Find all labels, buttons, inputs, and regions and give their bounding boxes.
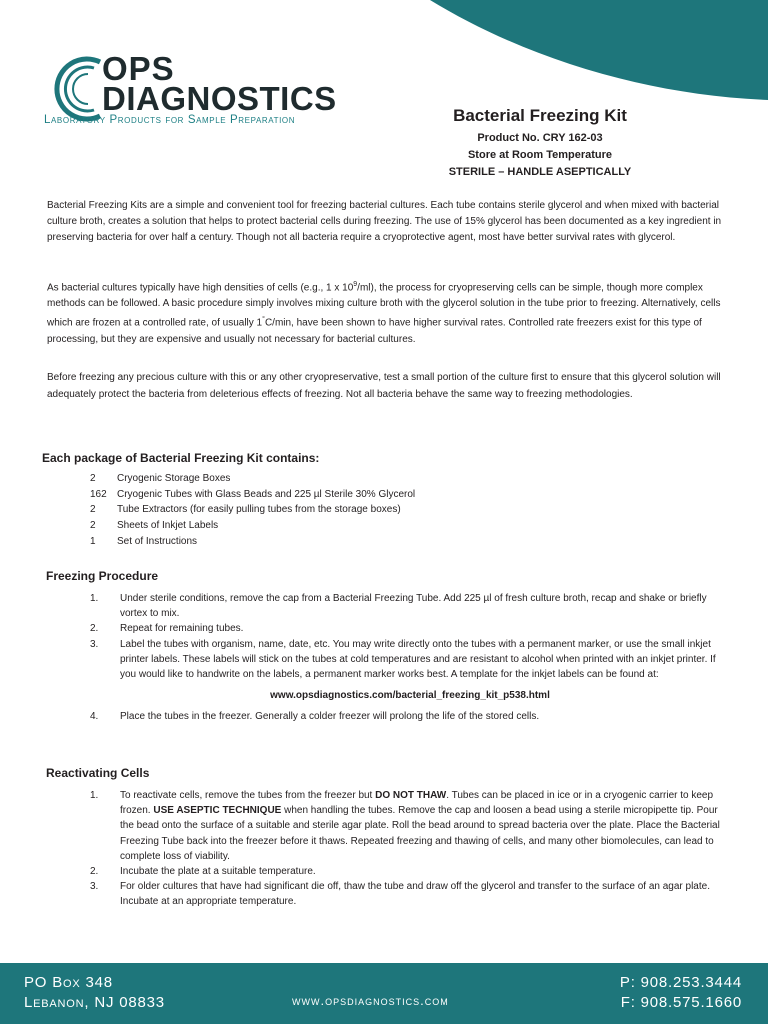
step1-text-c: when handling the tubes. Remove the cap and loosen a bead using a sterile micropipette tip. Pour the bead onto the surface of a suitable and sterile agar plate. Roll the bead around to spread bacteria over the plate. Place the Bacterial Freezing Tube back into the freezer before it thaws. Repeated freezing and thawing of cells, and many other biomolecules, can lead to complete loss of viability. — [120, 805, 720, 862]
item-desc: Cryogenic Tubes with Glass Beads and 225 µl Sterile 30% Glycerol — [117, 488, 416, 500]
p2-text-a: As bacterial cultures typically have high densities of cells (e.g., 1 x 10 — [47, 282, 354, 294]
p2-text-c: C/min, have been shown to have higher survival rates. Controlled rate freezers exist for this type of processing, but they are expensive and usually not necessary for bacterial cultures. — [47, 317, 702, 345]
intro-paragraph-2 — [47, 277, 725, 348]
list-item — [90, 471, 415, 487]
item-qty: 2 — [90, 520, 96, 532]
logo-tagline: Laboratory Products for Sample Preparation — [44, 114, 296, 126]
label-template-link[interactable]: www.opsdiagnostics.com/bacterial_freezing_kit_p538.html — [270, 690, 550, 702]
step-text — [120, 788, 730, 864]
address-line-2: Lebanon, NJ 08833 — [24, 994, 165, 1011]
reactivating-steps — [90, 788, 730, 910]
list-item — [90, 502, 415, 518]
kit-contents-heading: Each package of Bacterial Freezing Kit contains: — [42, 451, 320, 465]
list-item — [90, 621, 730, 636]
do-not-thaw-emphasis: DO NOT THAW — [375, 790, 447, 801]
sterile-note: STERILE – HANDLE ASEPTICALLY — [448, 166, 632, 178]
p2-superscript-degree: ° — [262, 316, 265, 324]
step-text: Place the tubes in the freezer. Generally a colder freezer will prolong the life of the stored cells. — [120, 711, 540, 723]
item-desc: Sheets of Inkjet Labels — [117, 520, 219, 532]
item-qty: 2 — [90, 473, 96, 484]
list-item — [90, 879, 730, 909]
step-number: 1. — [90, 790, 99, 801]
list-item — [90, 864, 730, 879]
list-item — [90, 518, 415, 534]
freezing-steps — [90, 591, 730, 725]
footer-website-link[interactable]: www.opsdiagnostics.com — [292, 993, 449, 1008]
item-desc: Tube Extractors (for easily pulling tubes from the storage boxes) — [117, 504, 401, 516]
list-item — [90, 591, 730, 621]
freezing-procedure-heading: Freezing Procedure — [46, 569, 159, 583]
logo-name-line2: DIAGNOSTICS — [102, 80, 337, 117]
intro-paragraph-1: Bacterial Freezing Kits are a simple and convenient tool for freezing bacterial cultures. Each tube contains sterile glycerol and when mixed with bacterial culture broth, creates a solution that helps to protect bacterial cells during freezing. The use of 15% glycerol has been documented as a key ingredient in preserving bacteria for over half a century. Though not all bacteria require a cryoprotective agent, most have better survival rates with glycerol. — [47, 200, 722, 243]
p2-superscript-exponent: 9 — [353, 281, 358, 288]
step-text: Under sterile conditions, remove the cap from a Bacterial Freezing Tube. Add 225 µl of fresh culture broth, recap and shake or briefly vortex to mix. — [120, 593, 707, 620]
page-title: Bacterial Freezing Kit — [453, 106, 627, 125]
footer-bar — [0, 963, 768, 1024]
list-item — [90, 637, 730, 683]
item-qty: 162 — [90, 488, 107, 500]
list-item — [90, 709, 730, 724]
step-number: 1. — [90, 593, 99, 604]
step1-text-b: . Tubes can be placed in ice or in a cryogenic carrier to keep frozen. — [120, 790, 714, 817]
intro-paragraph-3: Before freezing any precious culture with this or any other cryopreservative, test a small portion of the culture first to ensure that this glycerol solution will adequately protect the bacteria from deleterious effects of freezing. Not all bacteria behave the same way to freezing methodologies. — [47, 372, 721, 400]
logo-name-line1: OPS — [102, 50, 175, 87]
product-number: Product No. CRY 162-03 — [477, 132, 603, 144]
kit-contents-list — [90, 471, 415, 550]
list-item — [90, 487, 415, 503]
step-number: 3. — [90, 881, 99, 893]
step-number: 4. — [90, 711, 99, 723]
step-text: Repeat for remaining tubes. — [120, 623, 244, 635]
title-block — [420, 106, 660, 181]
item-desc: Set of Instructions — [117, 535, 198, 547]
list-item — [90, 534, 415, 550]
footer-contact — [620, 973, 742, 1013]
list-item — [90, 788, 730, 864]
item-qty: 2 — [90, 504, 96, 516]
step-text: Label the tubes with organism, name, date, etc. You may write directly onto the tubes with a permanent marker, or use the small inkjet printer labels. These labels will stick on the tubes at cold temperatures and are resistant to alcohol when printed with an inkjet printer. If you would like to handwrite on the labels, a permanent marker works best. A template for the inkjet labels can be found at: — [120, 638, 716, 681]
phone-number: P: 908.253.3444 — [619, 974, 742, 991]
step-number: 2. — [90, 866, 99, 878]
p2-text-b: /ml), the process for cryopreserving cells can be simple, though more complex methods can be followed. A basic procedure simply involves mixing culture broth with the glycerol solution in the tube prior to freezing. Alternatively, cells which are frozen at a controlled rate, of usually 1 — [47, 282, 721, 329]
address-line-1: PO Box 348 — [24, 974, 113, 991]
aseptic-technique-emphasis: USE ASEPTIC TECHNIQUE — [153, 805, 282, 817]
step-number: 2. — [90, 623, 99, 635]
item-qty: 1 — [90, 535, 96, 547]
fax-number: F: 908.575.1660 — [620, 994, 742, 1011]
footer-address — [24, 973, 165, 1013]
step1-text-a: To reactivate cells, remove the tubes from the freezer but — [120, 790, 376, 801]
storage-note: Store at Room Temperature — [467, 149, 613, 161]
step-text: Incubate the plate at a suitable temperature. — [120, 866, 316, 878]
reactivating-cells-heading: Reactivating Cells — [46, 766, 150, 780]
step-number: 3. — [90, 638, 99, 650]
step-text: For older cultures that have had significant die off, thaw the tube and draw off the glycerol and transfer to the surface of an agar plate. Incubate at an appropriate temperature. — [120, 881, 710, 908]
item-desc: Cryogenic Storage Boxes — [117, 473, 231, 484]
